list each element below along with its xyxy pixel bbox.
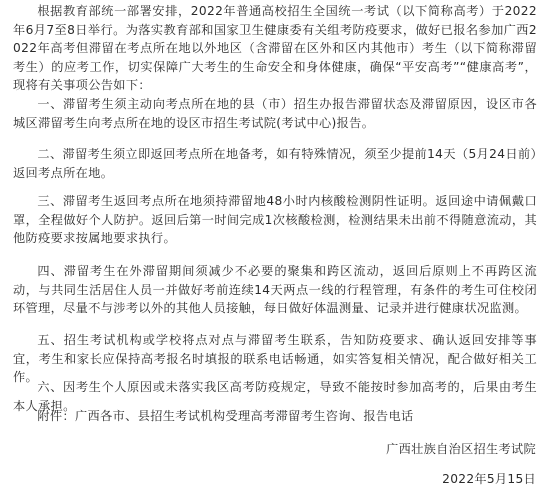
notice-item-6: 六、因考生个人原因或未落实我区高考防疫规定，导致不能按时参加高考的，后果由考生本人承担。 <box>13 380 537 413</box>
notice-item-3: 三、滞留考生返回考点所在地须持滞留地48小时内核酸检测阴性证明。返回途中请佩戴口罩，全程做好个人防护。返回后第一时间完成1次核酸检测，检测结果未出前不得随意流动，其他防疫要求按属地要求执行。 <box>13 194 537 245</box>
issue-date: 2022年5月15日 <box>442 472 536 486</box>
issuer-signature: 广西壮族自治区招生考试院 <box>386 442 536 456</box>
notice-attachment: 附件：广西各市、县招生考试机构受理高考滞留考生咨询、报告电话 <box>37 409 414 423</box>
notice-item-1: 一、滞留考生须主动向考点所在地的县（市）招生办报告滞留状态及滞留原因，设区市各城区滞留考生向考点所在地的设区市招生考试院(考试中心)报告。 <box>13 97 537 130</box>
notice-item-4: 四、滞留考生在外滞留期间须减少不必要的聚集和跨区流动，返回后原则上不再跨区流动，与共同生活居住人员一并做好考前连续14天两点一线的行程管理，有条件的考生可住校闭环管理，尽量不与涉考以外的其他人员接触，每日做好体温测量、记录并进行健康状况监测。 <box>13 264 537 315</box>
notice-intro-paragraph: 根据教育部统一部署安排，2022年普通高校招生全国统一考试（以下简称高考）于2022年6月7至8日举行。为落实教育部和国家卫生健康委有关组考防疫要求，做好已报名参加广西2022年高考但滞留在考点所在地以外地区（含滞留在区外和区内其他市）考生（以下简称滞留考生）的应考工作，切实保障广大考生的生命安全和身体健康，确保“平安高考”“健康高考”，现将有关事项公告如下： <box>13 4 537 92</box>
notice-item-2: 二、滞留考生须立即返回考点所在地备考，如有特殊情况，须至少提前14天（5月24日前）返回考点所在地。 <box>13 147 537 180</box>
notice-item-5: 五、招生考试机构或学校将点对点与滞留考生联系，告知防疫要求、确认返回安排等事宜，考生和家长应保持高考报名时填报的联系电话畅通，如实答复相关情况，配合做好相关工作。 <box>13 333 537 384</box>
